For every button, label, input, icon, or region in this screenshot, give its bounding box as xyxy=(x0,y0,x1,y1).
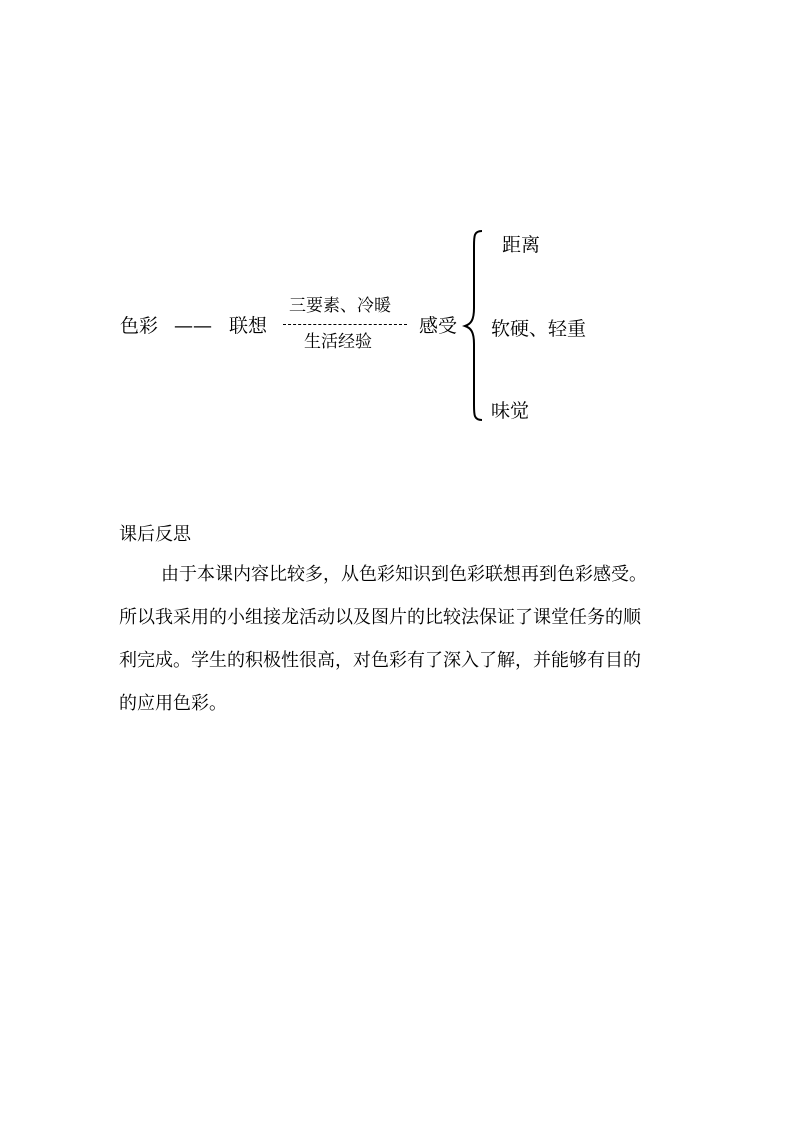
association-term: 联想 xyxy=(229,315,268,337)
connector-dash: —— xyxy=(174,315,212,337)
item-distance: 距离 xyxy=(502,234,541,256)
reflection-body xyxy=(119,553,679,725)
curly-brace-icon xyxy=(462,228,486,423)
branch-bottom-label: 生活经验 xyxy=(304,332,372,352)
reflection-heading: 课后反思 xyxy=(119,524,191,545)
branch-top-label: 三要素、冷暖 xyxy=(289,296,391,316)
root-term: 色彩 xyxy=(120,315,159,337)
branch-divider-line xyxy=(283,324,407,325)
reflection-line-1: 由于本课内容比较多，从色彩知识到色彩联想再到色彩感受。 xyxy=(161,564,647,585)
reflection-line-4: 的应用色彩。 xyxy=(119,693,227,714)
item-taste: 味觉 xyxy=(491,400,530,422)
reflection-line-2: 所以我采用的小组接龙活动以及图片的比较法保证了课堂任务的顺 xyxy=(119,607,641,628)
feeling-term: 感受 xyxy=(419,315,458,337)
item-hardness-weight: 软硬、轻重 xyxy=(491,318,587,340)
reflection-line-3: 利完成。学生的积极性很高，对色彩有了深入了解，并能够有目的 xyxy=(119,650,641,671)
